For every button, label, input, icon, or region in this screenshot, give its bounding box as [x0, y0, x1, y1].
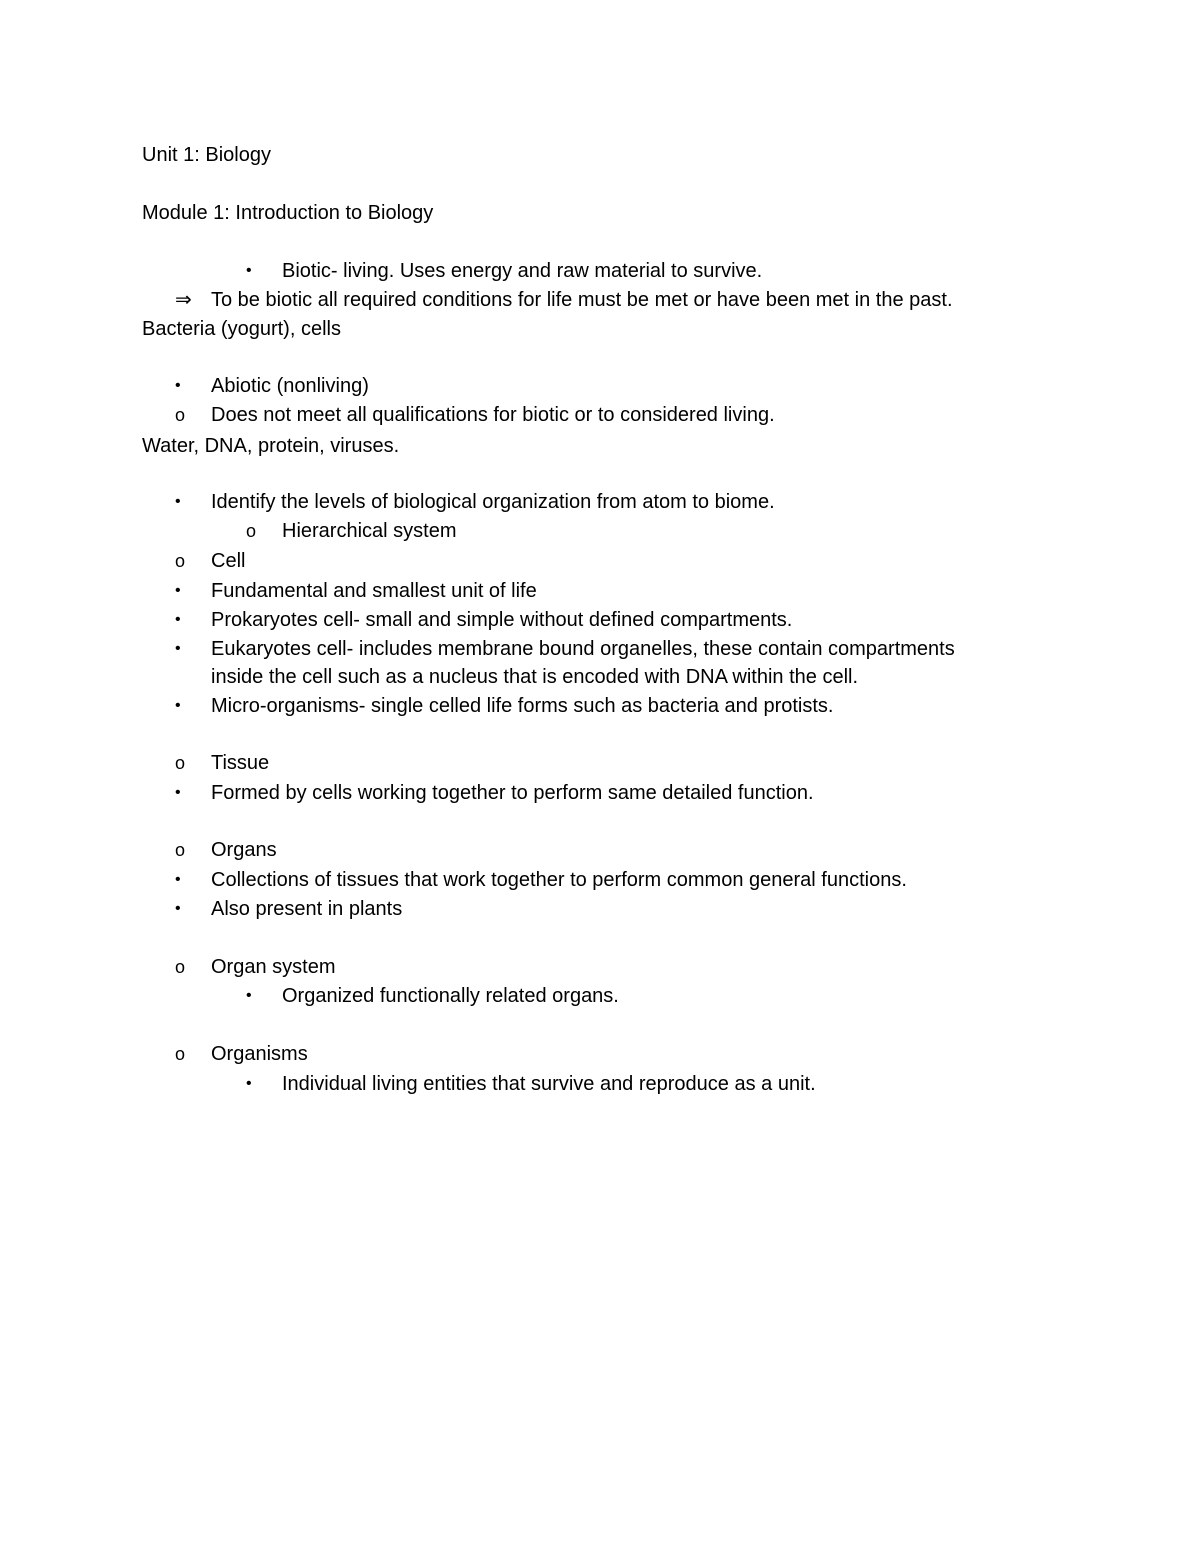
list-item: Organs — [211, 839, 277, 861]
list-item: Collections of tissues that work together to perform common general functions. — [211, 869, 907, 891]
bullet-icon: • — [175, 871, 181, 888]
circle-bullet-icon: o — [175, 957, 186, 977]
bullet-icon: • — [175, 697, 181, 714]
bullet-icon: • — [246, 262, 252, 279]
list-item: Formed by cells working together to perform same detailed function. — [211, 782, 814, 804]
list-item-continuation: inside the cell such as a nucleus that is encoded with DNA within the cell. — [211, 666, 859, 688]
list-item: Cell — [211, 550, 246, 572]
list-item: Micro-organisms- single celled life forms such as bacteria and protists. — [211, 695, 834, 717]
list-item: To be biotic all required conditions for life must be met or have been met in the past. — [211, 289, 953, 311]
list-item: Abiotic (nonliving) — [211, 375, 369, 397]
list-item: Organ system — [211, 956, 336, 978]
bullet-icon: • — [175, 640, 181, 657]
module-heading: Module 1: Introduction to Biology — [142, 202, 434, 224]
list-item: Organized functionally related organs. — [282, 985, 619, 1007]
list-item: Eukaryotes cell- includes membrane bound organelles, these contain compartments — [211, 638, 955, 660]
paragraph: Bacteria (yogurt), cells — [142, 318, 341, 340]
circle-bullet-icon: o — [175, 551, 186, 571]
circle-bullet-icon: o — [175, 753, 186, 773]
list-item: Tissue — [211, 752, 270, 774]
bullet-icon: • — [175, 900, 181, 917]
document-title: Unit 1: Biology — [142, 144, 271, 166]
list-item: Fundamental and smallest unit of life — [211, 580, 537, 602]
bullet-icon: • — [175, 493, 181, 510]
list-item: Hierarchical system — [282, 520, 457, 542]
list-item: Biotic- living. Uses energy and raw material to survive. — [282, 260, 763, 282]
list-item: Organisms — [211, 1043, 308, 1065]
list-item: Also present in plants — [211, 898, 403, 920]
bullet-icon: • — [175, 611, 181, 628]
circle-bullet-icon: o — [175, 405, 186, 425]
bullet-icon: • — [246, 987, 252, 1004]
bullet-icon: • — [175, 784, 181, 801]
bullet-icon: • — [175, 582, 181, 599]
arrow-icon: ⇒ — [175, 289, 192, 311]
list-item: Individual living entities that survive and reproduce as a unit. — [282, 1073, 816, 1095]
circle-bullet-icon: o — [175, 1044, 186, 1064]
bullet-icon: • — [175, 377, 181, 394]
list-item: Prokaryotes cell- small and simple without defined compartments. — [211, 609, 793, 631]
list-item: Identify the levels of biological organization from atom to biome. — [211, 491, 775, 513]
list-item: Does not meet all qualifications for biotic or to considered living. — [211, 404, 775, 426]
circle-bullet-icon: o — [175, 840, 186, 860]
paragraph: Water, DNA, protein, viruses. — [142, 435, 400, 457]
circle-bullet-icon: o — [246, 521, 257, 541]
bullet-icon: • — [246, 1075, 252, 1092]
